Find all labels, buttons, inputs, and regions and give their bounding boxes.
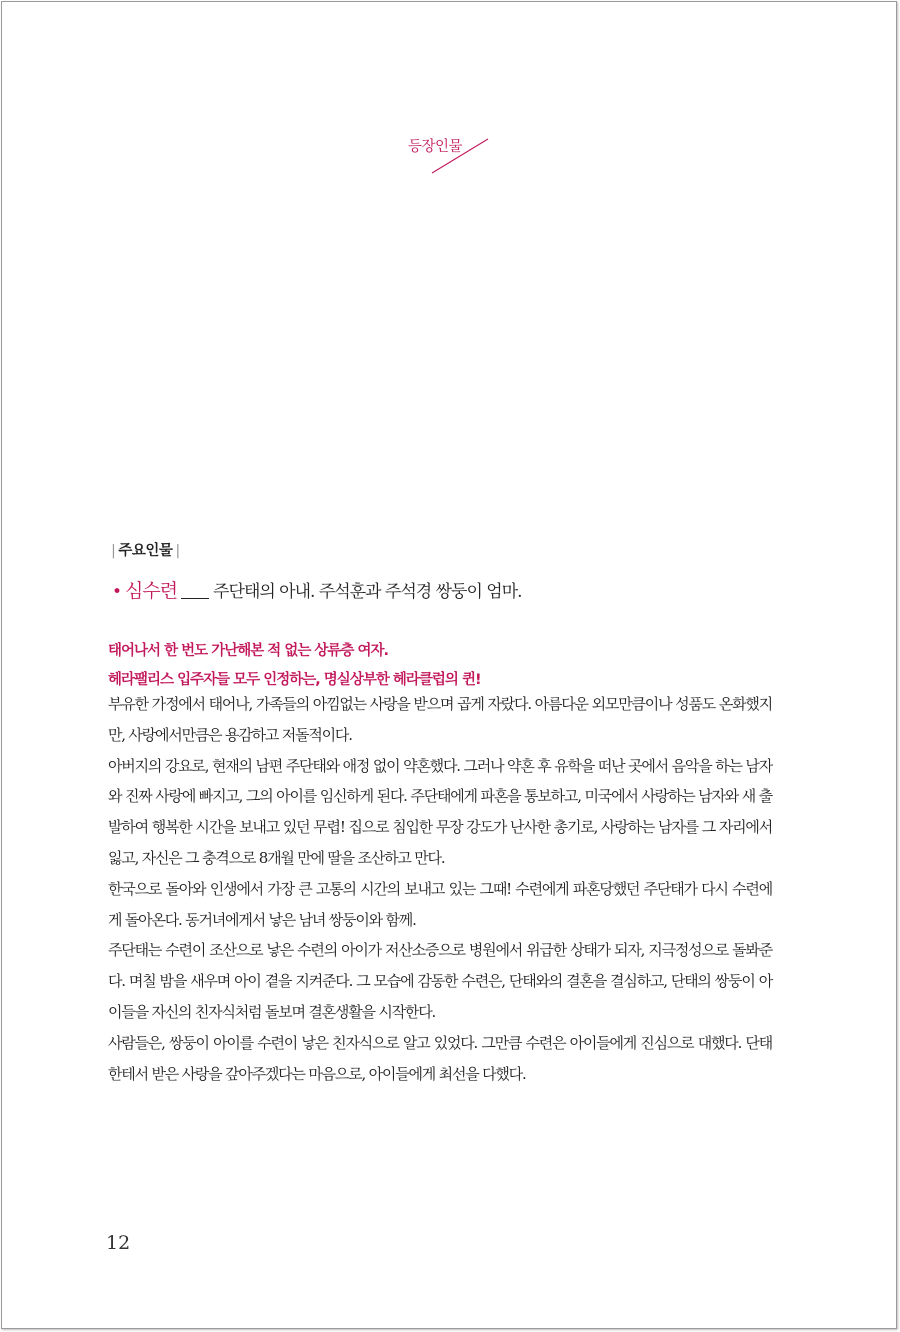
chapter-title: 등장인물 — [408, 139, 463, 155]
paragraph: 사람들은, 쌍둥이 아이를 수련이 낳은 친자식으로 알고 있었다. 그만큼 수련은 아이들에게 진심으로 대했다. 단태한테서 받은 사랑을 갚아주겠다는 마음으로, 아이들에게 최선을 다했다. — [108, 1033, 772, 1083]
slash-decoration-icon — [404, 135, 494, 179]
divider-left: | — [111, 543, 116, 559]
tagline-2: 헤라팰리스 입주자들 모두 인정하는, 명실상부한 헤라클럽의 퀸! — [108, 672, 481, 688]
name-dash — [181, 598, 209, 599]
tagline-1: 태어나서 한 번도 가난해본 적 없는 상류층 여자. — [108, 643, 388, 659]
paragraph: 한국으로 돌아와 인생에서 가장 큰 고통의 시간의 보내고 있는 그때! 수련에게 파혼당했던 주단태가 다시 수련에게 돌아온다. 동거녀에게서 낳은 남녀 쌍둥이와 함께. — [108, 879, 772, 929]
character-body — [108, 689, 772, 1089]
section-label — [108, 539, 183, 560]
character-name: 심수련 — [125, 580, 178, 602]
chapter-header — [404, 135, 494, 179]
section-label-text: 주요인물 — [118, 543, 173, 559]
character-description: 주단태의 아내. 주석훈과 주석경 쌍둥이 엄마. — [213, 582, 522, 602]
paragraph: 주단태는 수련이 조산으로 낳은 수련의 아이가 저산소증으로 병원에서 위급한 상태가 되자, 지극정성으로 돌봐준다. 며칠 밤을 새우며 아이 곁을 지켜준다. 그 모습에 감동한 수련은, 단태와의 결혼을 결심하고, 단태의 쌍둥이 아이들을 자신의 친자식처럼 돌보며 결혼생활을 시작한다. — [108, 941, 772, 1021]
divider-right: | — [175, 543, 180, 559]
paragraph: 아버지의 강요로, 현재의 남편 주단태와 애정 없이 약혼했다. 그러나 약혼 후 유학을 떠난 곳에서 음악을 하는 남자와 진짜 사랑에 빠지고, 그의 아이를 임신하게 된다. 주단태에게 파혼을 통보하고, 미국에서 사랑하는 남자와 새 출발하여 행복한 시간을 보내고 있던 무렵! 집으로 침입한 무장 강도가 난사한 총기로, 사랑하는 남자를 그 자리에서 잃고, 자신은 그 충격으로 8개월 만에 딸을 조산하고 만다. — [108, 756, 772, 867]
paragraph: 부유한 가정에서 태어나, 가족들의 아낌없는 사랑을 받으며 곱게 자랐다. 아름다운 외모만큼이나 성품도 온화했지만, 사랑에서만큼은 용감하고 저돌적이다. — [108, 695, 772, 744]
book-page — [1, 1, 897, 1329]
bullet-icon: • — [112, 582, 122, 602]
character-heading — [112, 576, 522, 603]
page-number: 12 — [106, 1232, 131, 1254]
